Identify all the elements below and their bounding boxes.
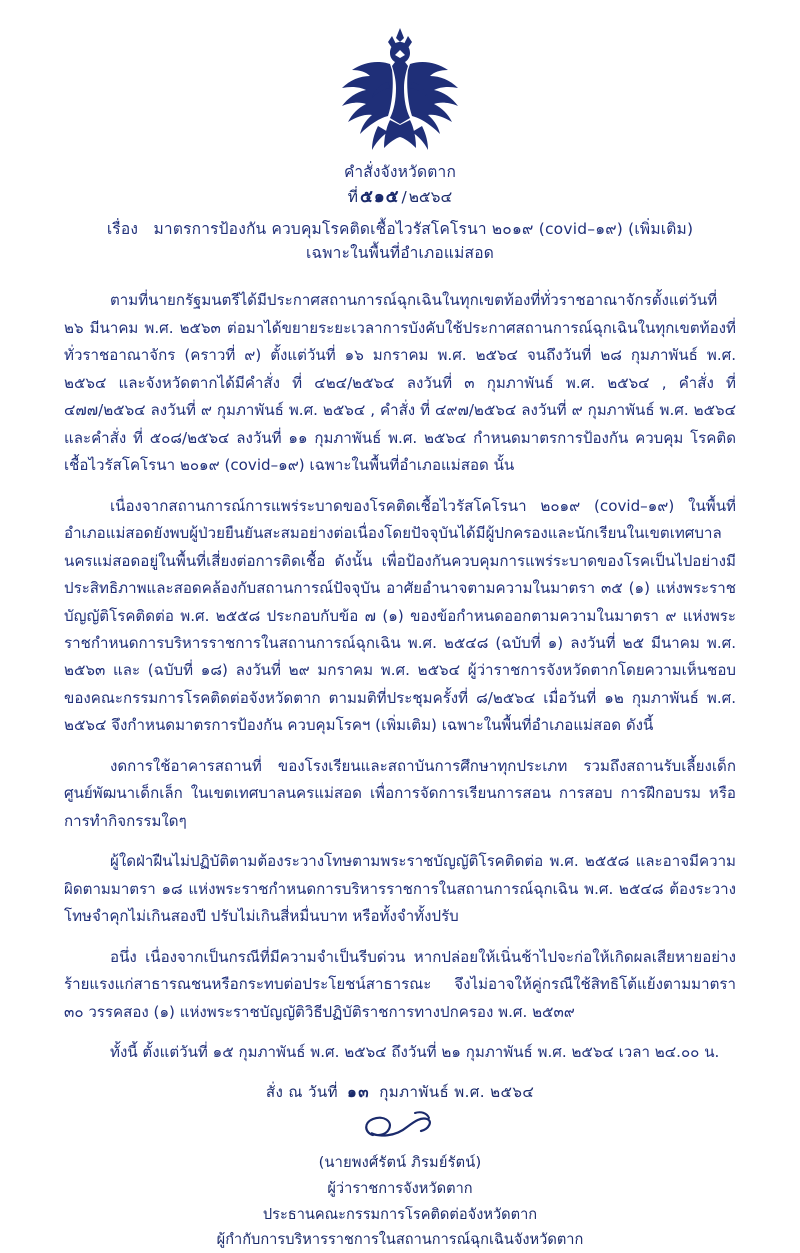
order-separator: / bbox=[401, 188, 407, 207]
handwritten-signature bbox=[64, 1104, 736, 1150]
garuda-emblem bbox=[338, 26, 462, 152]
signer-name: (นายพงศ์รัตน์ ภิรมย์รัตน์) bbox=[318, 1153, 482, 1171]
sign-date-day: ๑๓ bbox=[347, 1082, 371, 1101]
emblem-container bbox=[64, 26, 736, 156]
document-body bbox=[64, 287, 736, 1066]
sign-date-month-year: กุมภาพันธ์ พ.ศ. ๒๕๖๔ bbox=[379, 1082, 535, 1101]
subject-line-2: เฉพาะในพื้นที่อำเภอแม่สอด bbox=[306, 244, 494, 263]
signer-block bbox=[64, 1150, 736, 1253]
signer-title-2: ประธานคณะกรรมการโรคติดต่อจังหวัดตาก bbox=[262, 1205, 538, 1223]
paragraph-4: ผู้ใดฝ่าฝืนไม่ปฏิบัติตามต้องระวางโทษตามพระราชบัญญัติโรคติดต่อ พ.ศ. ๒๕๕๘ และอาจมีความผิดตามมาตรา ๑๘ แห่งพระราชกำหนดการบริหารราชการในสถานการณ์ฉุกเฉิน พ.ศ. ๒๕๔๘ ต้องระวางโทษจำคุกไม่เกินสองปี ปรับไม่เกินสี่หมื่นบาท หรือทั้งจำทั้งปรับ bbox=[64, 852, 736, 926]
paragraph-3: งดการใช้อาคารสถานที่ ของโรงเรียนและสถาบันการศึกษาทุกประเภท รวมถึงสถานรับเลี้ยงเด็ก ศูนย์พัฒนาเด็กเล็ก ในเขตเทศบาลนครแม่สอด เพื่อการจัดการเรียนการสอน การสอบ การฝึกอบรม หรือการทำกิจกรรมใดๆ bbox=[64, 756, 736, 830]
document-heading bbox=[64, 160, 736, 265]
subject-label: เรื่อง bbox=[106, 220, 139, 239]
order-number: ๕๑๕ bbox=[359, 187, 400, 208]
paragraph-1: ตามที่นายกรัฐมนตรีได้มีประกาศสถานการณ์ฉุกเฉินในทุกเขตท้องที่ทั่วราชอาณาจักรตั้งแต่วันที่ ๒๖ มีนาคม พ.ศ. ๒๕๖๓ ต่อมาได้ขยายระยะเวลาการบังคับใช้ประกาศสถานการณ์ฉุกเฉินในทุกเขตท้องที่ทั่วราชอาณาจักร (คราวที่ ๙) ตั้งแต่วันที่ ๑๖ มกราคม พ.ศ. ๒๕๖๔ จนถึงวันที่ ๒๘ กุมภาพันธ์ พ.ศ. ๒๕๖๔ และจังหวัดตากได้มีคำสั่ง ที่ ๔๒๔/๒๕๖๔ ลงวันที่ ๓ กุมภาพันธ์ พ.ศ. ๒๕๖๔ , คำสั่ง ที่ ๔๗๗/๒๕๖๔ ลงวันที่ ๙ กุมภาพันธ์ พ.ศ. ๒๕๖๔ , คำสั่ง ที่ ๔๙๗/๒๕๖๔ ลงวันที่ ๙ กุมภาพันธ์ พ.ศ. ๒๕๖๔ และคำสั่ง ที่ ๕๐๘/๒๕๖๔ ลงวันที่ ๑๑ กุมภาพันธ์ พ.ศ. ๒๕๖๔ กำหนดมาตรการป้องกัน ควบคุม โรคติดเชื้อไวรัสโคโรนา ๒๐๑๙ (covid–๑๙) เฉพาะในพื้นที่อำเภอแม่สอด นั้น bbox=[64, 291, 736, 475]
signer-title-1: ผู้ว่าราชการจังหวัดตาก bbox=[327, 1179, 473, 1197]
document-title: คำสั่งจังหวัดตาก bbox=[343, 163, 457, 181]
paragraph-6: ทั้งนี้ ตั้งแต่วันที่ ๑๕ กุมภาพันธ์ พ.ศ. ๒๕๖๔ ถึงวันที่ ๒๑ กุมภาพันธ์ พ.ศ. ๒๕๖๔ เวลา ๒๔.๐๐ น. bbox=[110, 1043, 720, 1062]
subject-block bbox=[64, 217, 736, 265]
order-number-line bbox=[64, 184, 736, 210]
paragraph-2: เนื่องจากสถานการณ์การแพร่ระบาดของโรคติดเชื้อไวรัสโคโรนา ๒๐๑๙ (covid–๑๙) ในพื้นที่อำเภอแม่สอดยังพบผู้ป่วยยืนยันสะสมอย่างต่อเนื่องโดยปัจจุบันได้มีผู้ปกครองและนักเรียนในเขตเทศบาลนครแม่สอดอยู่ในพื้นที่เสี่ยงต่อการติดเชื้อ ดังนั้น เพื่อป้องกันควบคุมการแพร่ระบาดของโรคเป็นไปอย่างมีประสิทธิภาพและสอดคล้องกับสถานการณ์ปัจจุบัน อาศัยอำนาจตามความในมาตรา ๓๕ (๑) แห่งพระราชบัญญัติโรคติดต่อ พ.ศ. ๒๕๕๘ ประกอบกับข้อ ๗ (๑) ของข้อกำหนดออกตามความในมาตรา ๙ แห่งพระราชกำหนดการบริหารราชการในสถานการณ์ฉุกเฉิน พ.ศ. ๒๕๔๘ (ฉบับที่ ๑) ลงวันที่ ๒๕ มีนาคม พ.ศ. ๒๕๖๓ และ (ฉบับที่ ๑๘) ลงวันที่ ๒๙ มกราคม พ.ศ. ๒๕๖๔ ผู้ว่าราชการจังหวัดตากโดยความเห็นชอบของคณะกรรมการโรคติดต่อจังหวัดตาก ตามมติที่ประชุมครั้งที่ ๘/๒๕๖๔ เมื่อวันที่ ๑๒ กุมภาพันธ์ พ.ศ. ๒๕๖๔ จึงกำหนดมาตรการป้องกัน ควบคุมโรคฯ (เพิ่มเติม) เฉพาะในพื้นที่อำเภอแม่สอด ดังนี้ bbox=[64, 496, 736, 735]
order-year: ๒๕๖๔ bbox=[408, 188, 453, 207]
subject-text: มาตรการป้องกัน ควบคุมโรคติดเชื้อไวรัสโคโรนา ๒๐๑๙ (covid–๑๙) (เพิ่มเติม) bbox=[153, 220, 694, 239]
order-prefix: ที่ bbox=[347, 188, 358, 207]
sign-date-prefix: สั่ง ณ วันที่ bbox=[265, 1082, 338, 1101]
paragraph-5: อนึ่ง เนื่องจากเป็นกรณีที่มีความจำเป็นรีบด่วน หากปล่อยให้เนิ่นช้าไปจะก่อให้เกิดผลเสียหายอย่างร้ายแรงแก่สาธารณชนหรือกระทบต่อประโยชน์สาธารณะ จึงไม่อาจให้คู่กรณีใช้สิทธิโต้แย้งตามมาตรา ๓๐ วรรคสอง (๑) แห่งพระราชบัญญัติวิธีปฏิบัติราชการทางปกครอง พ.ศ. ๒๕๓๙ bbox=[64, 947, 736, 1021]
signer-title-3: ผู้กำกับการบริหารราชการในสถานการณ์ฉุกเฉินจังหวัดตาก bbox=[216, 1231, 584, 1249]
sign-date-line bbox=[64, 1080, 736, 1104]
subject-line-1 bbox=[64, 217, 736, 241]
